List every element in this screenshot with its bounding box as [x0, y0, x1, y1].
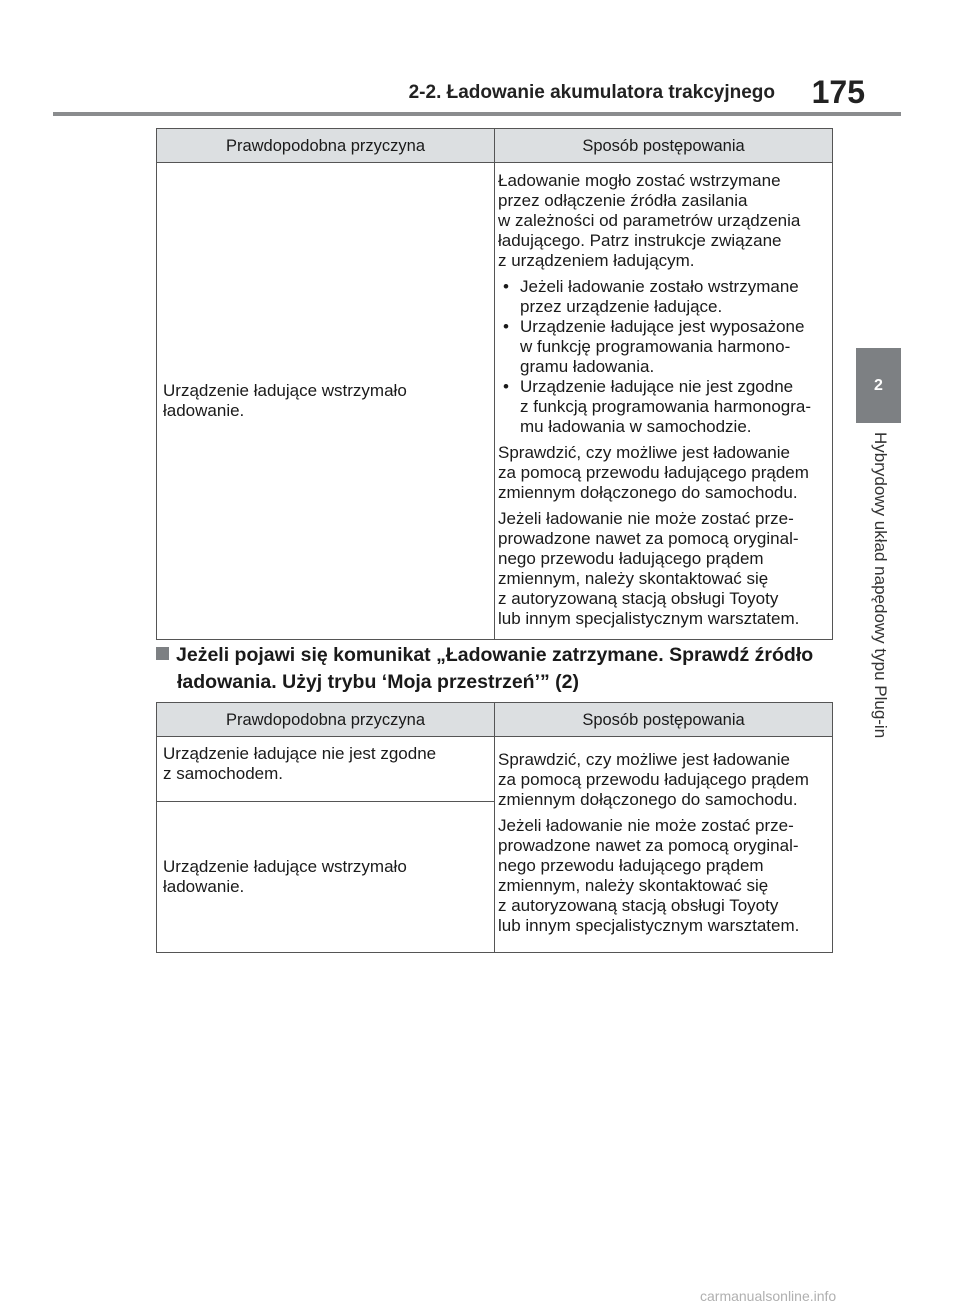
- column-header-cause: Prawdopodobna przyczyna: [157, 703, 495, 737]
- text-line: Sprawdzić, czy możliwe jest ładowanie: [498, 750, 790, 769]
- text-line: mu ładowania w samochodzie.: [520, 417, 752, 436]
- text-line: gramu ładowania.: [520, 357, 655, 376]
- column-header-cause: Prawdopodobna przyczyna: [157, 129, 495, 163]
- text-line: • Jeżeli ładowanie zostało wstrzymane: [520, 277, 799, 296]
- column-header-action: Sposób postępowania: [495, 703, 833, 737]
- cause-action-table-2: [156, 702, 833, 953]
- text-line: z urządzeniem ładującym.: [498, 251, 695, 270]
- text-line: Ładowanie mogło zostać wstrzymane: [498, 171, 781, 190]
- text-line: przez urządzenie ładujące.: [520, 297, 723, 316]
- bullet-list: [498, 277, 829, 437]
- text-line: zmiennym, należy skontaktować się: [498, 876, 769, 895]
- section-title: 2-2. Ładowanie akumulatora trakcyjnego: [408, 82, 775, 103]
- table-row: [157, 737, 833, 802]
- heading-line: Jeżeli pojawi się komunikat „Ładowanie zatrzymane. Sprawdź źródło: [176, 644, 814, 666]
- cause-text-line: ładowanie.: [163, 877, 245, 896]
- text-line: Jeżeli ładowanie nie może zostać prze-: [498, 509, 794, 528]
- text-line: lub innym specjalistycznym warsztatem.: [498, 916, 800, 935]
- text-line: z autoryzowaną stacją obsługi Toyoty: [498, 896, 779, 915]
- chapter-tab-number: 2: [874, 376, 883, 394]
- column-header-action: Sposób postępowania: [495, 129, 833, 163]
- cause-text-line: ładowanie.: [163, 401, 245, 420]
- header-divider: [53, 112, 901, 116]
- table-header-row: [157, 129, 833, 163]
- watermark: carmanualsonline.info: [700, 1288, 837, 1304]
- cause-cell: [157, 802, 495, 953]
- table-header-row: [157, 703, 833, 737]
- text-line: zmiennym dołączonego do samochodu.: [498, 483, 798, 502]
- text-line: z funkcją programowania harmonogra-: [520, 397, 812, 416]
- cause-cell: [157, 737, 495, 802]
- section-heading: [156, 642, 846, 696]
- action-cell: [495, 163, 833, 640]
- cause-text-line: Urządzenie ładujące wstrzymało: [163, 381, 407, 400]
- action-intro-paragraph: [498, 171, 829, 271]
- cause-text-line: Urządzenie ładujące wstrzymało: [163, 857, 407, 876]
- cause-text-line: z samochodem.: [163, 764, 283, 783]
- list-item: [498, 277, 829, 317]
- text-line: lub innym specjalistycznym warsztatem.: [498, 609, 800, 628]
- text-line: w funkcję programowania harmono-: [520, 337, 791, 356]
- text-line: zmiennym, należy skontaktować się: [498, 569, 769, 588]
- heading-line: ładowania. Użyj trybu ‘Moja przestrzeń’” (2): [177, 671, 579, 693]
- square-bullet-icon: [156, 647, 169, 660]
- action-contact-paragraph: [498, 816, 829, 936]
- list-item: [498, 317, 829, 377]
- text-line: prowadzone nawet za pomocą oryginal-: [498, 529, 799, 548]
- cause-text-line: Urządzenie ładujące nie jest zgodne: [163, 744, 437, 763]
- text-line: Sprawdzić, czy możliwe jest ładowanie: [498, 443, 790, 462]
- text-line: Jeżeli ładowanie nie może zostać prze-: [498, 816, 794, 835]
- action-cell: [495, 737, 833, 953]
- text-line: przez odłączenie źródła zasilania: [498, 191, 748, 210]
- text-line: • Urządzenie ładujące nie jest zgodne: [520, 377, 794, 396]
- text-line: nego przewodu ładującego prądem: [498, 549, 764, 568]
- cause-cell: [157, 163, 495, 640]
- text-line: • Urządzenie ładujące jest wyposażone: [520, 317, 805, 336]
- action-contact-paragraph: [498, 509, 829, 629]
- page-number: 175: [811, 74, 865, 110]
- chapter-side-label: Hybrydowy układ napędowy typu Plug-in: [871, 432, 890, 739]
- text-line: ładującego. Patrz instrukcje związane: [498, 231, 782, 250]
- table-row: [157, 163, 833, 640]
- text-line: nego przewodu ładującego prądem: [498, 856, 764, 875]
- text-line: w zależności od parametrów urządzenia: [498, 211, 801, 230]
- text-line: za pomocą przewodu ładującego prądem: [498, 770, 809, 789]
- list-item: [498, 377, 829, 437]
- text-line: zmiennym dołączonego do samochodu.: [498, 790, 798, 809]
- text-line: prowadzone nawet za pomocą oryginal-: [498, 836, 799, 855]
- text-line: za pomocą przewodu ładującego prądem: [498, 463, 809, 482]
- text-line: z autoryzowaną stacją obsługi Toyoty: [498, 589, 779, 608]
- action-check-paragraph: [498, 750, 829, 810]
- action-check-paragraph: [498, 443, 829, 503]
- cause-action-table-1: [156, 128, 833, 640]
- chapter-tab: [856, 348, 901, 423]
